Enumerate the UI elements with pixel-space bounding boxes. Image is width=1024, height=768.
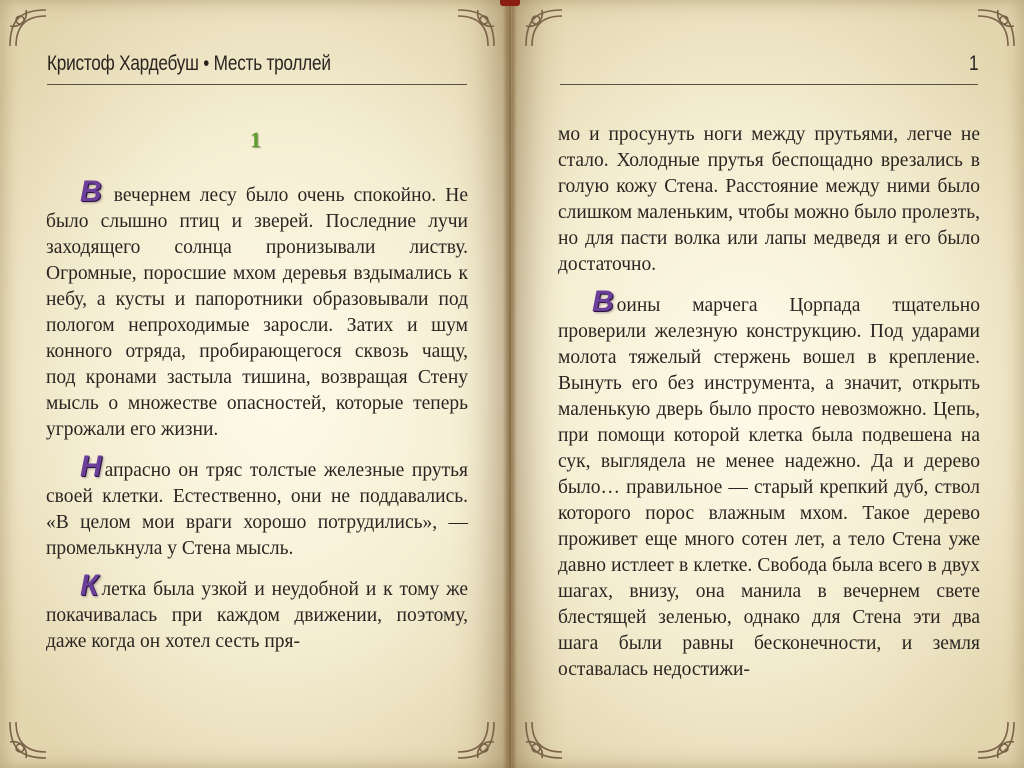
header-rule-right xyxy=(560,84,978,85)
header-rule-left xyxy=(47,84,467,85)
drop-cap: В xyxy=(80,175,102,208)
drop-cap: В xyxy=(592,285,614,318)
running-title: Кристоф Хардебуш • Месть троллей xyxy=(47,52,331,75)
paragraph-text: летка была узкой и неудобной и к тому же покачивалась при каждом движении, поэтому, даже когда он хотел сесть пря- xyxy=(46,579,468,652)
paragraph-continuation: мо и просунуть ноги между прутьями, легче не стало. Холодные прутья беспощадно врезались в голую кожу Стена. Расстояние между ними было слишком маленьким, чтобы можно было пролезть, но для пасти волка или лапы медведя и его было достаточно. xyxy=(558,124,980,275)
drop-cap: К xyxy=(80,569,99,602)
corner-ornament-icon xyxy=(522,716,568,762)
paragraph-text: апрасно он тряс толстые железные прутья своей клетки. Естественно, они не поддавались. «В целом мои враги хорошо потрудились», — промелькнула у Стена мысль. xyxy=(46,460,468,559)
bookmark-ribbon xyxy=(500,0,520,6)
chapter-number: 1 xyxy=(250,127,261,152)
corner-ornament-icon xyxy=(452,6,498,52)
paragraph-text: вечернем лесу было очень спокойно. Не было слышно птиц и зверей. Последние лучи заходящего солнца пронизывали листву. Огромные, поросшие мхом деревья вздымались к небу, а кусты и папоротники образовывали под пологом непроходимые заросли. Затих и шум конного отряда, пробирающегося сквозь чащу, под кронами застыла тишина, возвращая Стену мысль о множестве опасностей, которые теперь угрожали его жизни. xyxy=(46,185,468,440)
paragraph xyxy=(558,285,980,683)
page-number: 1 xyxy=(968,52,978,75)
corner-ornament-icon xyxy=(522,6,568,52)
book-spine xyxy=(503,0,517,768)
left-page-text xyxy=(46,175,468,667)
corner-ornament-icon xyxy=(452,716,498,762)
corner-ornament-icon xyxy=(6,716,52,762)
corner-ornament-icon xyxy=(972,6,1018,52)
paragraph-text: оины марчега Цорпада тщательно проверили железную конструкцию. Под ударами молота тяжелый стержень вошел в крепление. Вынуть его без инструмента, а значит, открыть маленькую дверь было просто невозможно. Цепь, при помощи которой клетка была подвешена на сук, выглядела не менее надежно. Да и дерево было… правильное — старый крепкий дуб, ствол которого порос влажным мхом. Такое дерево проживет еще много сотен лет, а тело Стена уже давно истлеет в клетке. Свобода была всего в двух шагах, внизу, она манила в вечернем свете блестящей зеленью, однако для Стена эти два шага были равны бесконечности, и земля оставалась недостижи- xyxy=(558,295,980,680)
right-page-text xyxy=(558,122,980,695)
paragraph xyxy=(46,450,468,562)
corner-ornament-icon xyxy=(6,6,52,52)
corner-ornament-icon xyxy=(972,716,1018,762)
paragraph xyxy=(46,175,468,443)
drop-cap: Н xyxy=(80,450,102,483)
paragraph xyxy=(46,569,468,655)
